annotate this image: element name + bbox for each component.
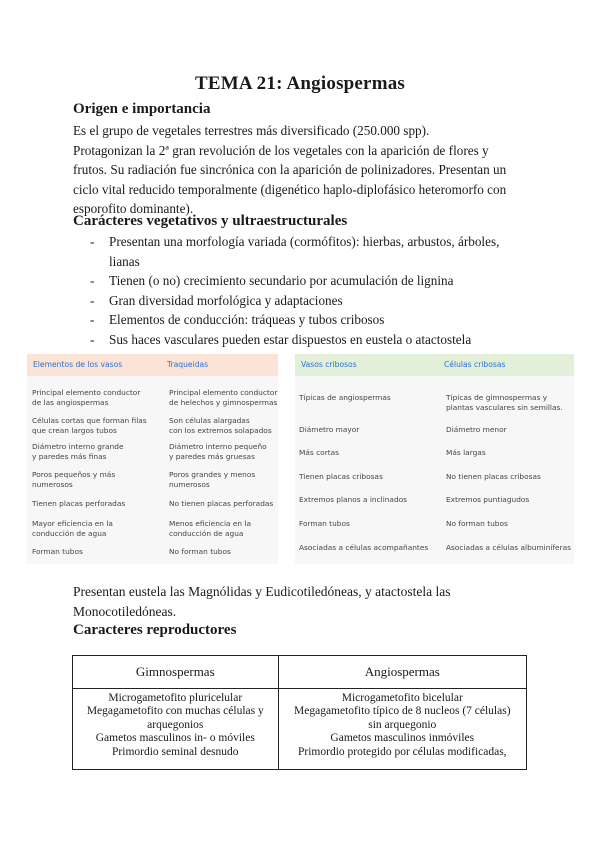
heading-origen: Origen e importancia: [73, 101, 211, 117]
table-cell: Forman tubos: [299, 519, 350, 528]
list-item: - Presentan una morfología variada (cormófitos): hierbas, arbustos, árboles, lianas: [90, 234, 500, 269]
table-cell: No forman tubos: [169, 547, 231, 556]
table-cell: Mayor eficiencia en la conducción de agua: [32, 519, 113, 538]
table-cell: Poros grandes y menos numerosos: [169, 470, 256, 489]
table-cell: Poros pequeños y más numerosos: [32, 470, 116, 489]
heading-vegetativos: Carácteres vegetativos y ultraestructurales: [73, 213, 348, 229]
text-line: Protagonizan la 2ª gran revolución de los vegetales con la aparición de flores y: [73, 142, 489, 158]
table-cell: Más largas: [446, 448, 486, 457]
table-cell: Menos eficiencia en la conducción de agua: [169, 519, 252, 538]
table-cell: Extremos planos a inclinados: [299, 495, 408, 504]
table-cell: Asociadas a células albuminíferas: [446, 543, 572, 552]
table-cell: Tienen placas perforadas: [32, 499, 126, 508]
table-cell: Asociadas a células acompañantes: [299, 543, 429, 552]
table-cell: Diámetro mayor: [299, 425, 360, 434]
text-line: Monocotiledóneas.: [73, 603, 177, 619]
table-cell: Diámetro interno pequeño y paredes más gruesas: [169, 442, 267, 461]
heading-reproductores: Caracteres reproductores: [73, 622, 237, 638]
table-header: Vasos cribosos: [295, 354, 438, 376]
vegetative-list: [90, 232, 540, 349]
page-title: TEMA 21: Angiospermas: [194, 73, 406, 94]
table-cell: No forman tubos: [446, 519, 508, 528]
eustela-paragraph: [73, 582, 533, 621]
list-item: - Elementos de conducción: tráqueas y tubos cribosos: [90, 312, 385, 327]
table-vasos-traqueidas: [27, 354, 278, 564]
table-cell: No tienen placas cribosas: [446, 472, 541, 481]
table-cell: Principal elemento conductor de helechos y gimnospermas: [169, 388, 278, 407]
origen-paragraph: [73, 121, 533, 219]
table-header: Gimnospermas: [73, 656, 279, 689]
table-cell: Extremos puntiagudos: [446, 495, 530, 504]
table-header: Traqueidas: [161, 354, 278, 376]
table-header: Angiospermas: [278, 656, 526, 689]
text-line: Es el grupo de vegetales terrestres más diversificado (250.000 spp).: [73, 123, 430, 138]
text-line: esporofito dominante).: [73, 201, 194, 216]
reproductive-table: [72, 655, 527, 770]
list-item: - Tienen (o no) crecimiento secundario por acumulación de lignina: [90, 273, 454, 288]
table-cell: Tienen placas cribosas: [299, 472, 383, 481]
list-item: - Sus haces vasculares pueden estar dispuestos en eustela o atactostela: [90, 331, 472, 347]
table-cell: Típicas de gimnospermas y plantas vasculares sin semillas.: [446, 393, 563, 412]
table-cell: Forman tubos: [32, 547, 83, 556]
table-cell: Células cortas que forman filas que crean largos tubos: [32, 416, 147, 435]
table-header: Células cribosas: [438, 354, 574, 376]
text-line: Presentan eustela las Magnólidas y Eudicotiledóneas, y atactostela las: [73, 584, 451, 599]
table-cell: Son células alargadas con los extremos solapados: [169, 416, 272, 435]
table-cell: Diámetro interno grande y paredes más finas: [32, 442, 124, 461]
table-cell: Más cortas: [299, 448, 340, 457]
table-cell: Diámetro menor: [446, 425, 507, 434]
list-item: - Gran diversidad morfológica y adaptaciones: [90, 292, 343, 308]
table-cribosos: [295, 354, 574, 564]
table-cell: Principal elemento conductor de las angiospermas: [32, 388, 141, 407]
angio-cell: Microgametofito bicelular Megagametofito típico de 8 nucleos (7 células) sin arquegonio Gametos masculinos inmóviles Primordio protegido por células modificadas,: [278, 689, 526, 770]
table-cell: Típicas de angiospermas: [299, 393, 391, 402]
table-cell: No tienen placas perforadas: [169, 499, 274, 508]
gimno-cell: Microgametofito pluricelular Megagametofito con muchas células y arquegonios Gametos masculinos in- o móviles Primordio seminal desnudo: [73, 689, 279, 770]
table-header: Elementos de los vasos: [27, 354, 161, 376]
text-line: ciclo vital reducido temporalmente (digenético haplo-diplofásico heteromorfo con: [73, 181, 507, 197]
text-line: frutos. Su radiación fue sincrónica con la aparición de polinizadores. Presentan un: [73, 162, 507, 177]
